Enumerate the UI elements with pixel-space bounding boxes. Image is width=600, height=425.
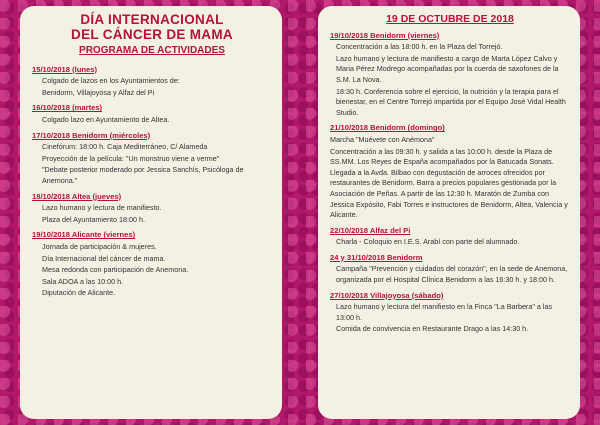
event-detail: Marcha "Muévete con Anémona" (330, 134, 435, 144)
event-section (32, 230, 272, 299)
title-line-2: DEL CÁNCER DE MAMA (71, 27, 233, 42)
event-detail: Sala ADOA a las 10:00 h. (42, 276, 124, 286)
event-heading: 24 y 31/10/2018 Benidorm (330, 252, 423, 262)
event-detail: "Debate posterior moderado por Jessica Sanchís, Psicóloga de Anemona." (42, 165, 244, 185)
event-section (330, 226, 570, 248)
event-detail: Mesa redonda con participación de Anemona. (42, 265, 189, 275)
event-detail: Cinefórum: 18:00 h. Caja Mediterráneo, C/ Alameda (42, 142, 208, 152)
event-heading: 27/10/2018 Villajoyosa (sábado) (330, 290, 444, 300)
event-section (330, 31, 570, 119)
program-subtitle: PROGRAMA DE ACTIVIDADES (79, 45, 225, 56)
event-detail: Colgado lazo en Ayuntamiento de Altea. (42, 114, 170, 124)
event-detail: Lazo humano y lectura de manifiesto a cargo de Marta López Calvo y Maria Pérez Modrego acompañadas por la cuerda de saxofones de la S.M. La Nova. (336, 53, 559, 84)
event-section (330, 253, 570, 286)
event-heading: 15/10/2018 (lunes) (32, 64, 98, 74)
event-detail: Día Internacional del cáncer de mama. (42, 253, 166, 263)
event-section (330, 291, 570, 335)
event-detail: Lazo humano y lectura de manifiesto. (42, 203, 162, 213)
date-title: 19 DE OCTUBRE DE 2018 (386, 13, 514, 25)
event-detail: Diputación de Alicante. (42, 288, 116, 298)
event-detail: Concentración a las 18:00 h. en la Plaza del Torrejó. (336, 42, 503, 52)
event-detail: Concentración a las 09:30 h. y salida a las 10:00 h. desde la Plaza de SS.MM. Los Reyes de España acompañados por la Batucada Sonats. Llegada a la Avda. Bilbao con degustación de arroces ofrecidos por restaurantes de Benidorm. Barra a precios populares gestionada por la Asociación de Peñas. A partir de las 12:30 h. Maratón de Zumba con Jessica Expósito, Fabi Torres e instructores de Benidorm, Altea, Valencia y Alicante. (330, 146, 568, 220)
title-line-1: DÍA INTERNACIONAL (80, 12, 224, 27)
event-heading: 17/10/2018 Benidorm (miércoles) (32, 130, 151, 140)
left-panel (20, 6, 282, 419)
event-detail: Plaza del Ayuntamiento 18:00 h. (42, 214, 145, 224)
event-detail: Campaña "Prevención y cuidados del corazón", en la sede de Anemona, organizada por el Hospital Clínica Benidorm a las 16:30 h. y 18:00 h. (336, 264, 568, 285)
event-heading: 16/10/2018 (martes) (32, 103, 103, 113)
event-section (32, 192, 272, 226)
event-detail: Charla - Coloquio en I.E.S. Arabí con parte del alumnado. (336, 237, 520, 247)
event-section (330, 123, 570, 220)
event-heading: 18/10/2018 Altea (jueves) (32, 191, 122, 201)
event-section (32, 103, 272, 125)
event-heading: 19/10/2018 Benidorm (viernes) (330, 30, 440, 40)
event-detail: Jornada de participación & mujeres. (42, 241, 157, 251)
event-heading: 21/10/2018 Benidorm (domingo) (330, 123, 445, 133)
event-heading: 19/10/2018 Alicante (viernes) (32, 230, 136, 240)
event-heading: 22/10/2018 Alfaz del Pi (330, 225, 411, 235)
event-detail: Proyección de la película: "Un monstruo viene a verme" (42, 153, 220, 163)
event-detail: Benidorm, Villajoyosa y Alfaz del Pi (42, 87, 155, 97)
right-panel (318, 6, 580, 419)
event-detail: 18:30 h. Conferencia sobre el ejercicio, la nutrición y la terapia para el bienestar, en el Centre Torrejó impartida por el Equipo José Vidal Health Studio. (336, 86, 566, 117)
left-sections (32, 65, 272, 299)
event-section (32, 65, 272, 99)
event-detail: Lazo humano y lectura del manifiesto en la Finca "La Barbera" a las 13:00 h. (336, 302, 553, 322)
event-section (32, 131, 272, 187)
event-detail: Colgado de lazos en los Ayuntamientos de: (42, 76, 180, 86)
event-detail: Comida de convivencia en Restaurante Drago a las 14:30 h. (336, 324, 529, 334)
right-sections (330, 31, 570, 335)
